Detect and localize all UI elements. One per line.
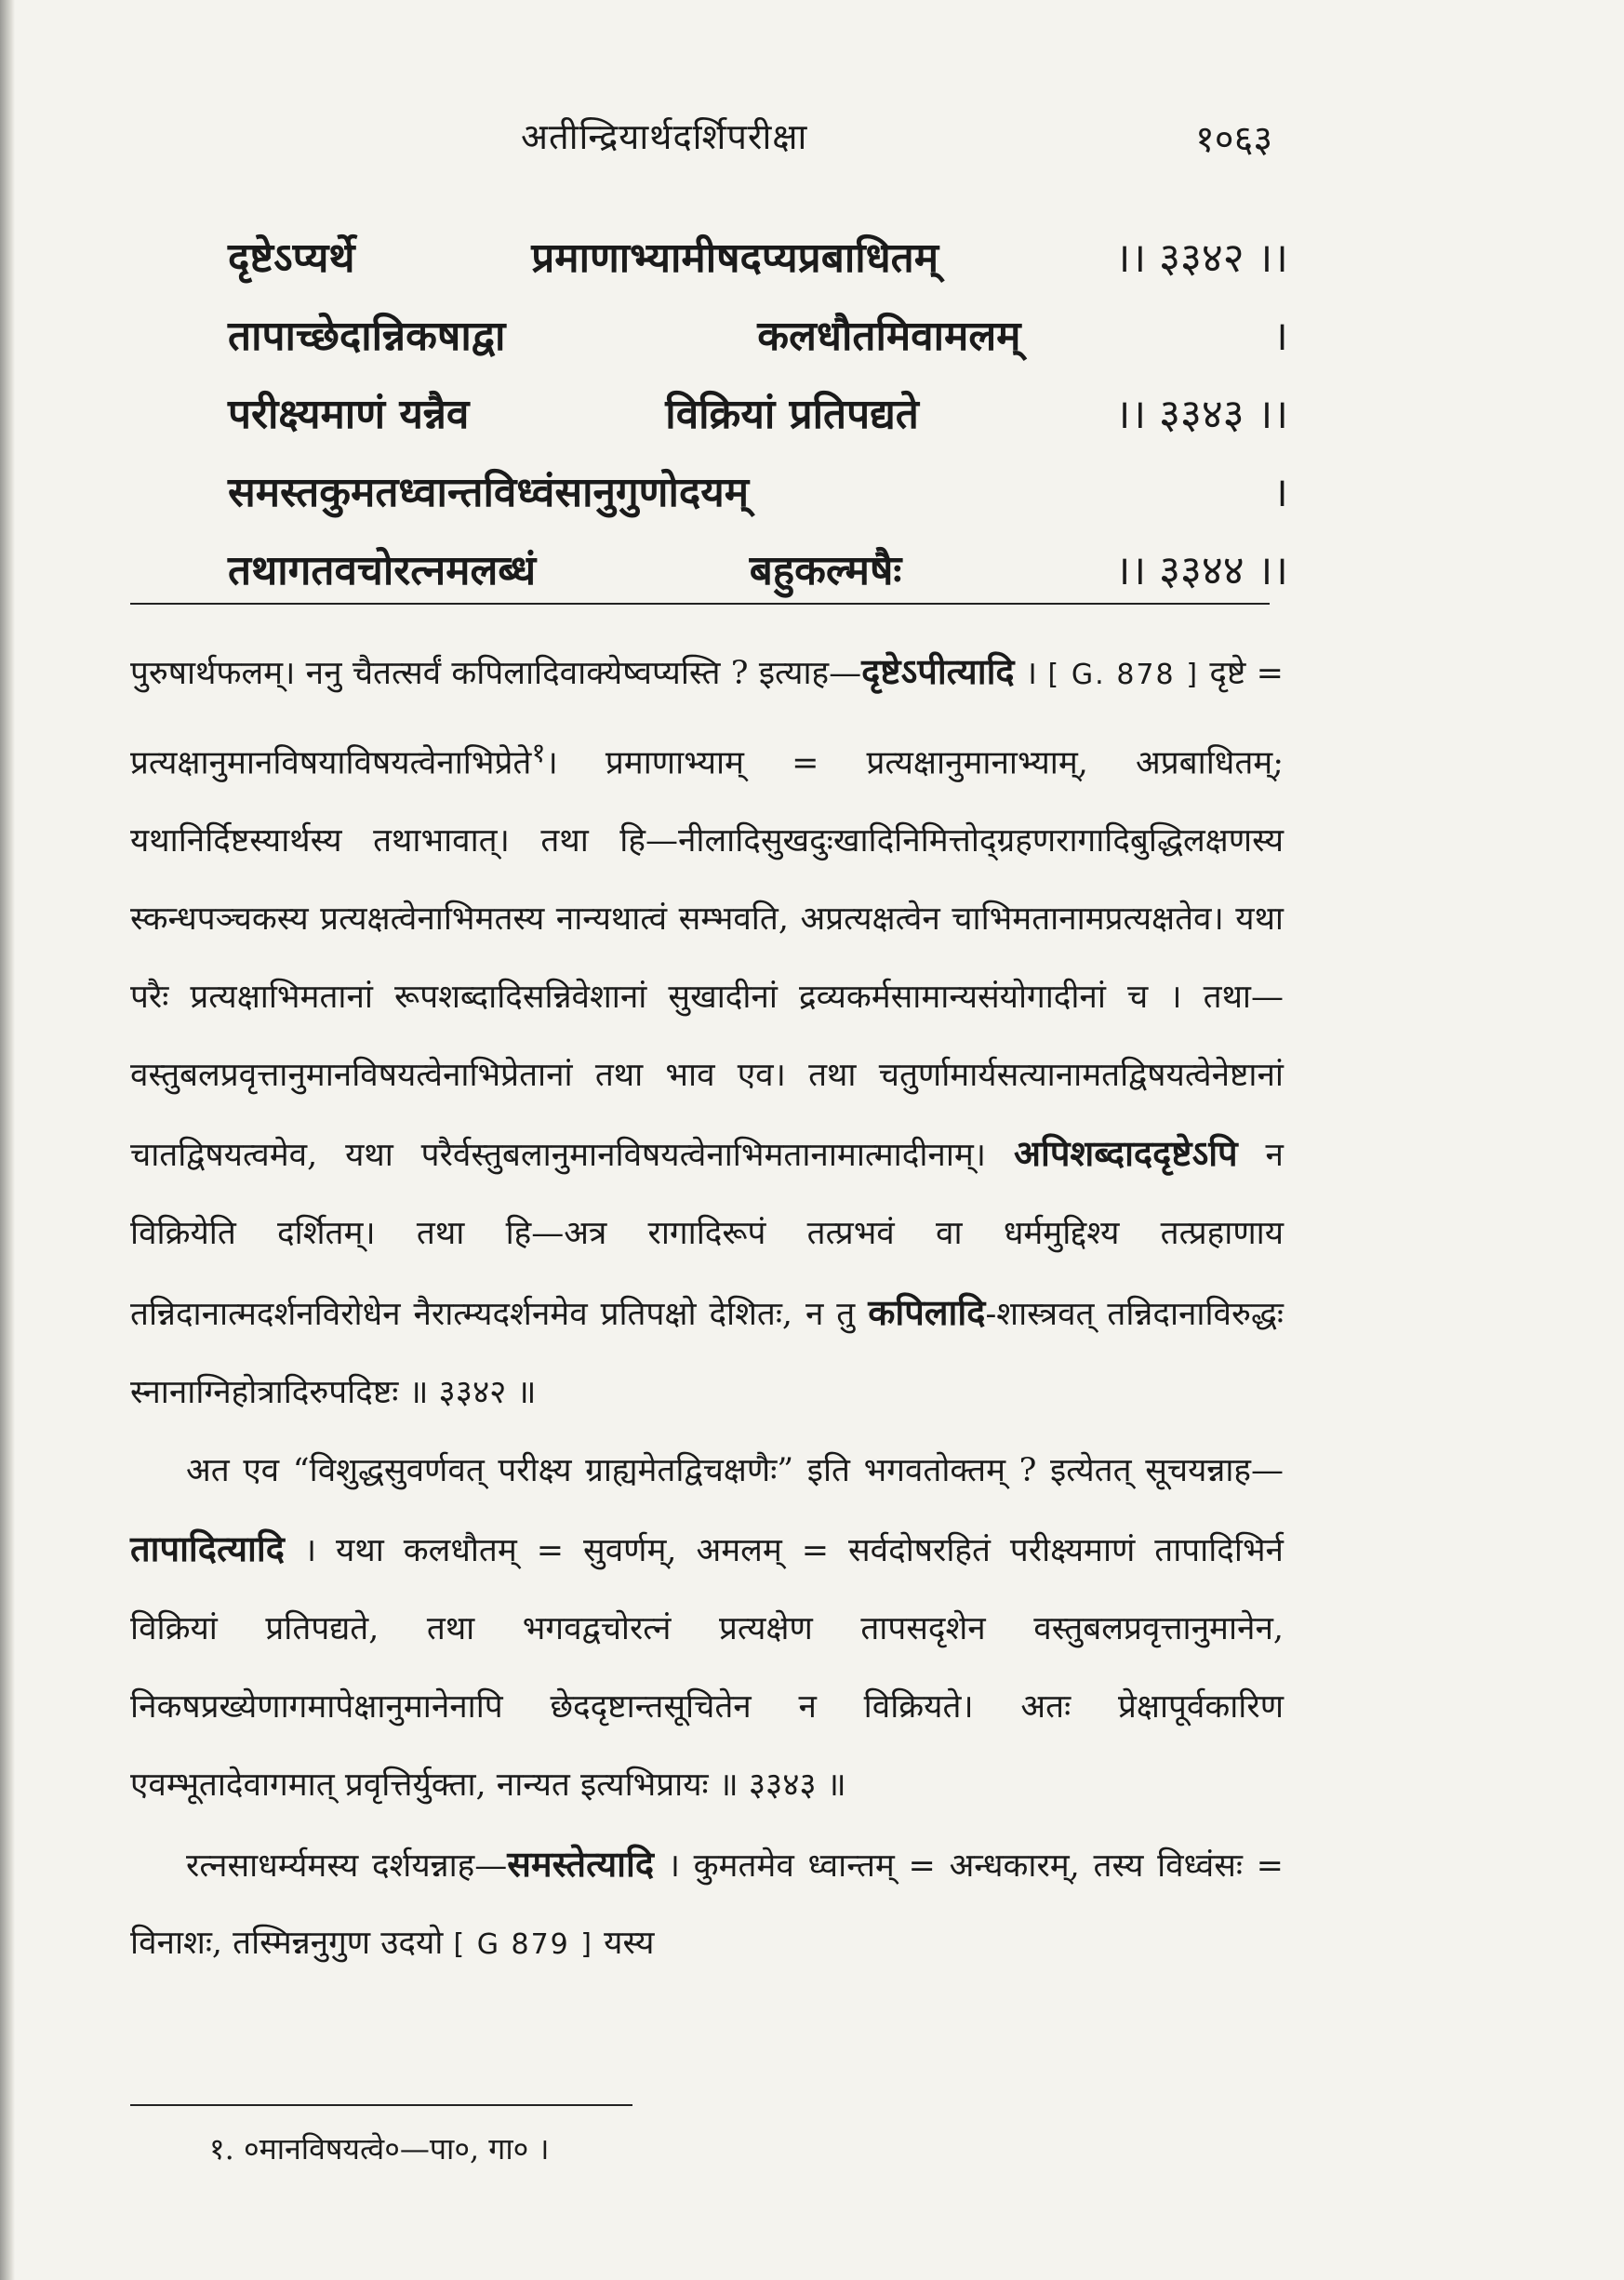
footnote: १. ०मानविषयत्वे०—पा०, गा० । <box>209 2131 550 2167</box>
verse-line-4 <box>228 462 1288 540</box>
verse-text-mid: प्रमाणाभ्यामीषदप्यप्रबाधितम् <box>531 234 939 282</box>
verse-number: ।। ३३४३ ।। <box>1114 391 1288 438</box>
verse-number: ।। ३३४४ ।। <box>1114 547 1288 594</box>
verse-text-mid: विक्रियां प्रतिपद्यते <box>665 391 919 438</box>
running-title: अतीन्द्रियार्थदर्शिपरीक्षा <box>521 116 808 157</box>
verse-block <box>228 228 1288 619</box>
verse-number: ।। ३३४२ ।। <box>1114 234 1288 282</box>
page-number: १०६३ <box>1195 118 1273 161</box>
commentary-paragraph-3 <box>130 1825 1284 1985</box>
commentary-text: । यथा कलधौतम् = सुवर्णम्, अमलम् = सर्वदोषरहितं परीक्ष्यमाणं तापादिभिर्न विक्रियां प्रतिपद्यते, तथा भगवद्वचोरत्नं प्रत्यक्षेण तापसदृशेन वस्तुबलप्रवृत्तानुमानेन, निकषप्रख्येणागमापेक्षानुमानेनापि छेददृष्टान्तसूचितेन न विक्रियते। अतः प्रेक्षापूर्वकारिण एवम्भूतादेवागमात् प्रवृत्तिर्युक्ता, नान्यत इत्यभिप्रायः ॥ ३३४३ ॥ <box>130 1532 1284 1804</box>
pratika-keyword: अपिशब्दाददृष्टेऽपि <box>1013 1132 1238 1175</box>
verse-line-1 <box>228 228 1288 306</box>
commentary-text: रत्नसाधर्म्यमस्य दर्शयन्नाह— <box>186 1847 508 1885</box>
pratika-keyword: दृष्टेऽपीत्यादि <box>861 650 1015 692</box>
verse-line-3 <box>228 384 1288 462</box>
footnote-marker: १ <box>531 736 546 768</box>
verse-text-left: दृष्टेऽप्यर्थे <box>228 234 355 282</box>
commentary-text: -शास्त्रवत् तन्निदानाविरुद्धः स्नानाग्निहोत्रादिरुपदिष्टः ॥ ३३४२ ॥ <box>130 1296 1284 1411</box>
pratika-keyword: तापादित्यादि <box>130 1527 285 1570</box>
verse-divider-rule <box>130 603 1270 605</box>
commentary-text: न विक्रियेति दर्शितम्। तथा हि—अत्र रागादिरूपं तत्प्रभवं वा धर्ममुद्दिश्य तत्प्रहाणाय तन्निदानात्मदर्शनविरोधेन नैरात्म्यदर्शनमेव प्रतिपक्षो देशितः, न तु <box>130 1137 1284 1334</box>
edition-page-ref: [ G 879 ] <box>453 1928 594 1962</box>
verse-danda: । <box>1272 469 1288 516</box>
commentary-paragraph-1 <box>130 633 1284 1433</box>
verse-line-2 <box>228 306 1288 384</box>
commentary-text: पुरुषार्थफलम्। ननु चैतत्सर्वं कपिलादिवाक्येष्वप्यस्ति ? इत्याह— <box>130 655 862 692</box>
verse-text-left: समस्तकुमतध्वान्तविध्वंसानुगुणोदयम् <box>228 469 750 516</box>
verse-text-mid: बहुकल्मषैः <box>749 547 902 594</box>
commentary-text: । प्रमाणाभ्याम् = प्रत्यक्षानुमानाभ्याम्, अप्रबाधितम्; यथानिर्दिष्टस्यार्थस्य तथाभावात्। तथा हि—नीलादिसुखदुःखादिनिमित्तोद्ग्रहणरागादिबुद्धिलक्षणस्य स्कन्धपञ्चकस्य प्रत्यक्षत्वेनाभिमतस्य नान्यथात्वं सम्भवति, अप्रत्यक्षत्वेन चाभिमतानामप्रत्यक्षतेव। यथा परैः प्रत्यक्षाभिमतानां रूपशब्दादिसन्निवेशानां सुखादीनां द्रव्यकर्मसामान्यसंयोगादीनां च । तथा— वस्तुबलप्रवृत्तानुमानविषयत्वेनाभिप्रेतानां तथा भाव एव। तथा चतुर्णामार्यसत्यानामतद्विषयत्वेनेष्टानां चातद्विषयत्वमेव, यथा परैर्वस्तुबलानुमानविषयत्वेनाभिमतानामात्मादीनाम्। <box>130 744 1284 1175</box>
verse-danda: । <box>1272 313 1288 360</box>
verse-text-mid: कलधौतमिवामलम् <box>757 313 1021 360</box>
verse-text-left: तापाच्छेदान्निकषाद्वा <box>228 313 506 360</box>
verse-text-left: परीक्ष्यमाणं यन्नैव <box>228 391 470 438</box>
footnote-divider-rule <box>130 2104 632 2106</box>
commentary-text: यस्य <box>604 1925 655 1963</box>
commentary-body <box>130 633 1284 1984</box>
commentary-paragraph-2 <box>130 1433 1284 1825</box>
pratika-keyword: कपिलादि <box>868 1291 986 1334</box>
edition-page-ref: [ G. 878 ] <box>1047 659 1200 691</box>
commentary-text: । <box>1024 655 1038 692</box>
verse-line-5 <box>228 540 1288 619</box>
commentary-text: । कुमतमेव ध्वान्तम् = अन्धकारम्, तस्य विध्वंसः = विनाशः, तस्मिन्ननुगुण उदयो <box>130 1847 1284 1963</box>
commentary-text: अत एव “विशुद्धसुवर्णवत् परीक्ष्य ग्राह्यमेतद्विचक्षणैः” इति भगवतोक्तम् ? इत्येतत् सूचयन्नाह— <box>186 1451 1284 1489</box>
page-binding-edge <box>0 0 15 2280</box>
commentary-text: दृष्टे = प्रत्यक्षानुमानविषयाविषयत्वेनाभिप्रेते <box>130 655 1284 782</box>
pratika-keyword: समस्तेत्यादि <box>507 1842 655 1885</box>
verse-text-left: तथागतवचोरत्नमलब्धं <box>228 547 537 594</box>
